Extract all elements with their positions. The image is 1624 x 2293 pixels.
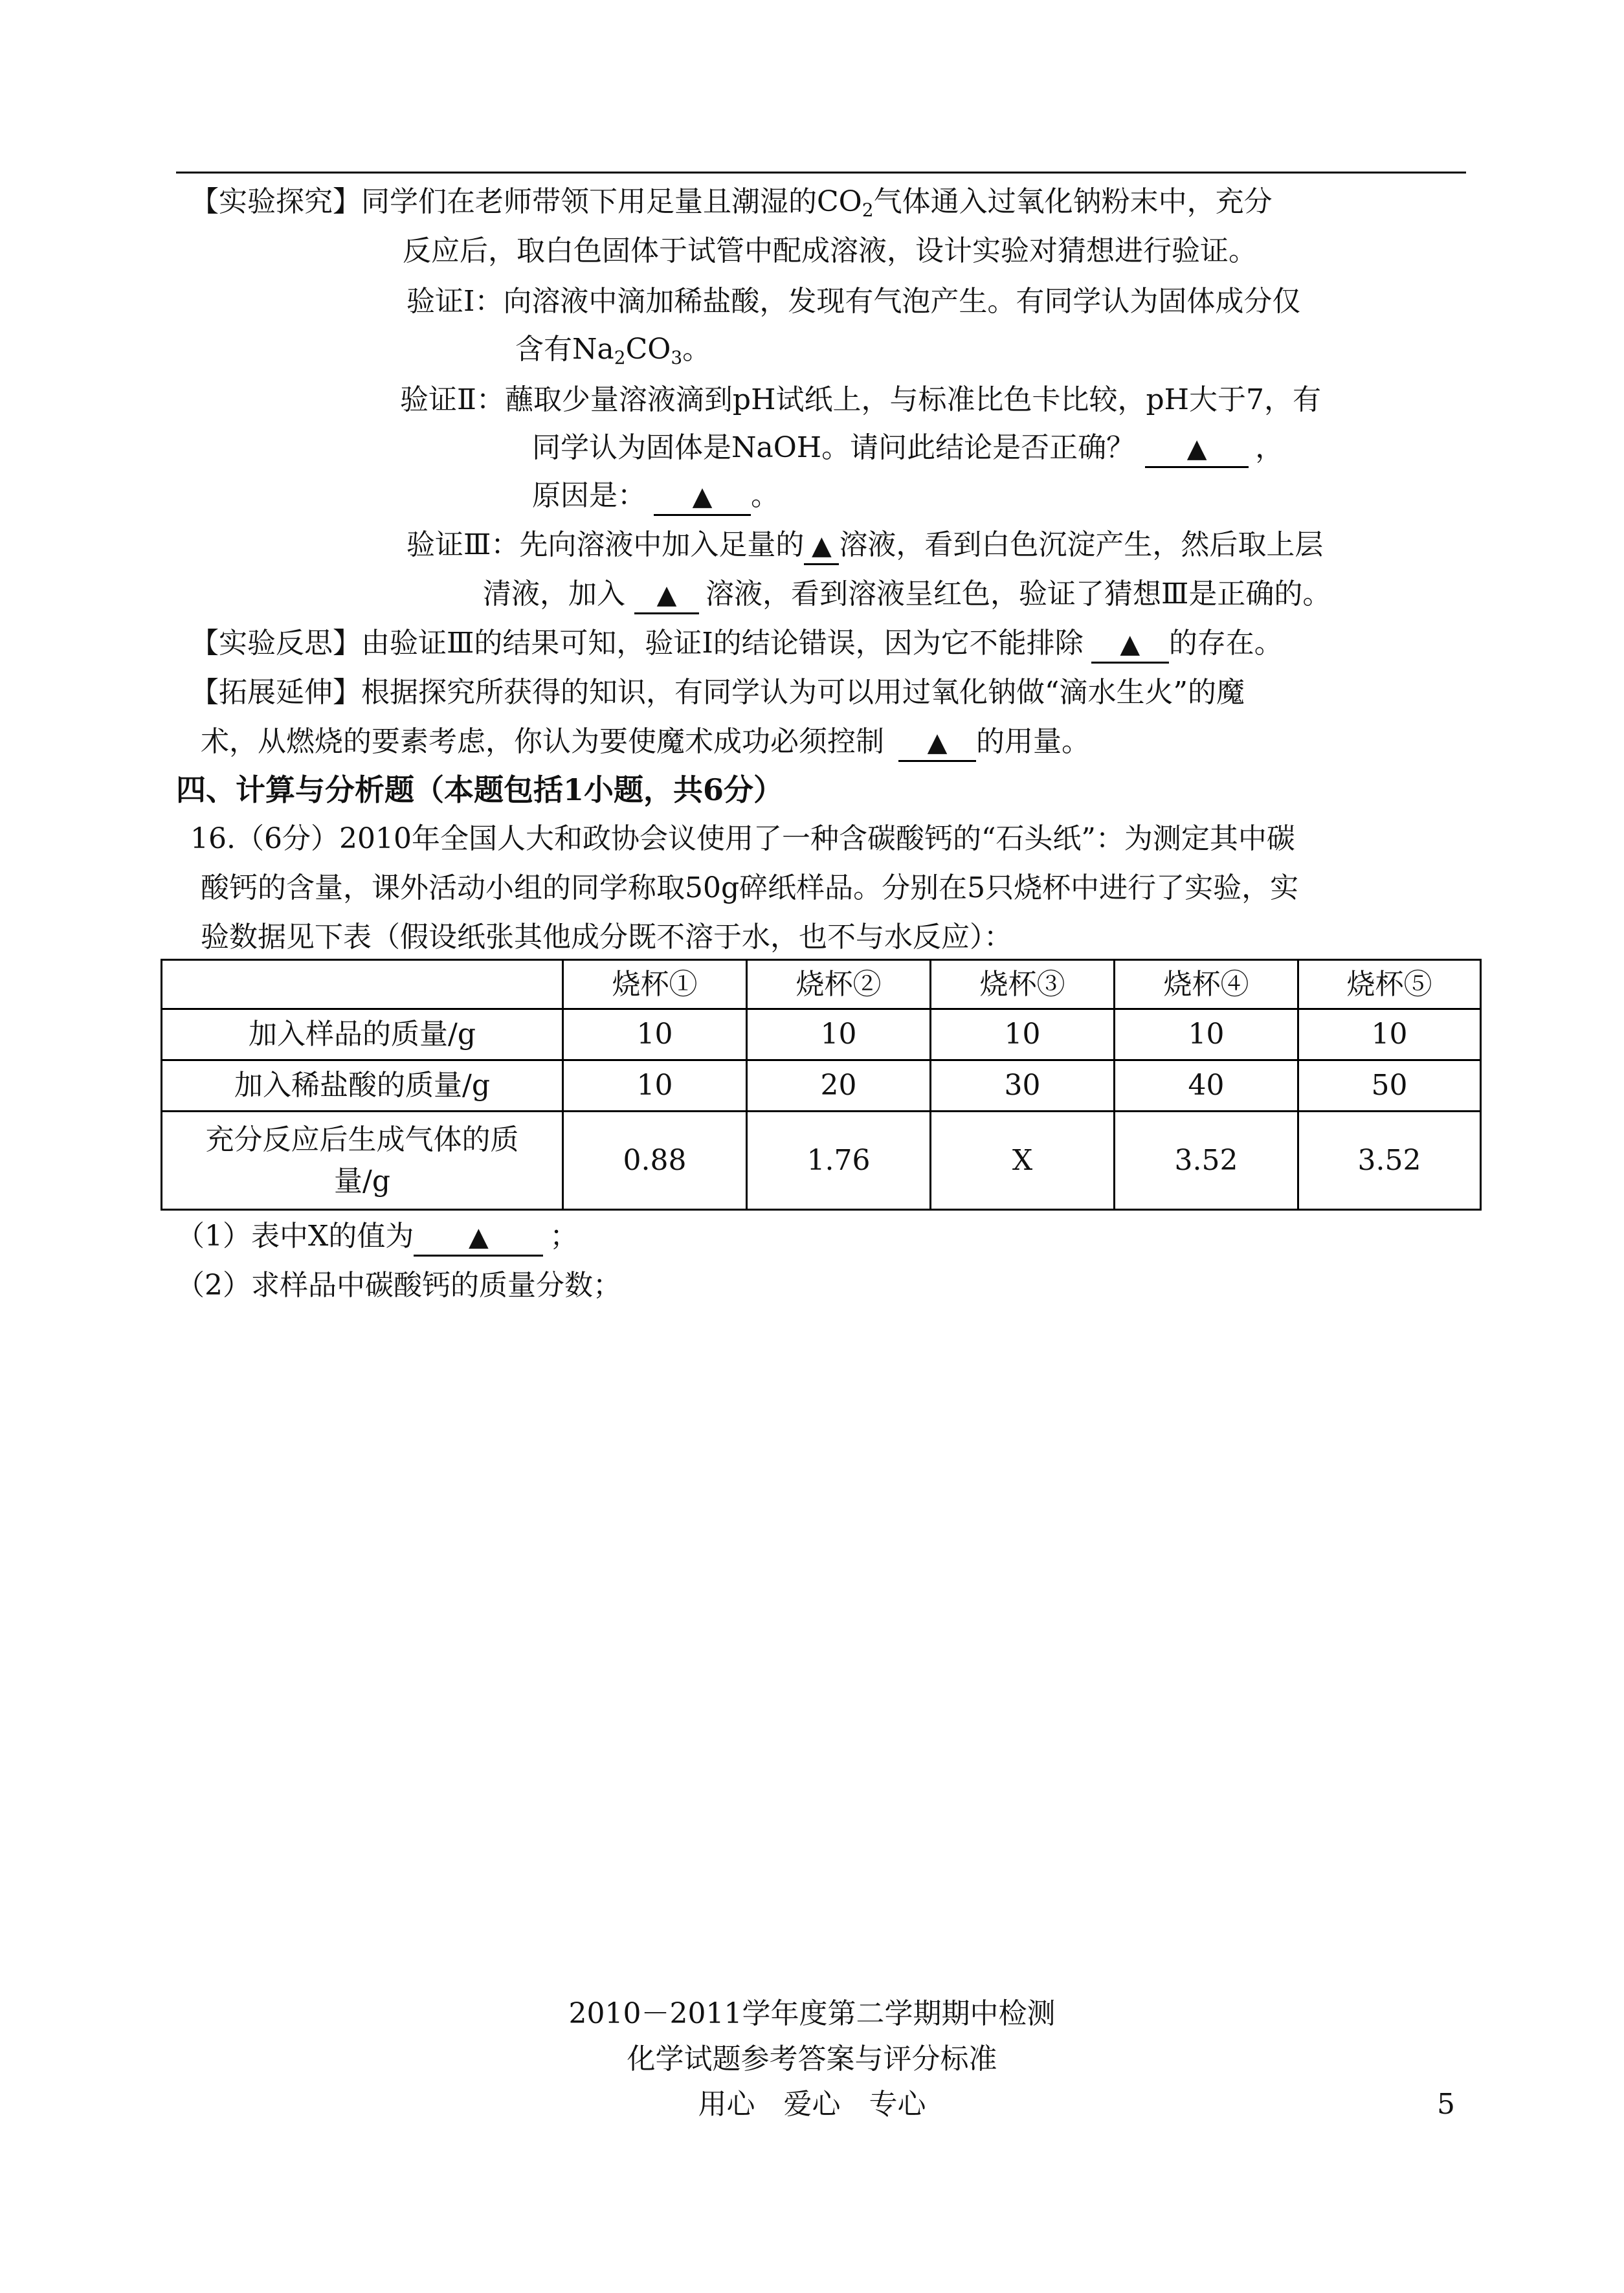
triangle-marker-icon: ▲: [812, 531, 832, 561]
reflection-tag: 【实验反思】: [190, 627, 361, 660]
triangle-marker-icon: ▲: [692, 482, 713, 511]
triangle-marker-icon: ▲: [1120, 629, 1140, 659]
verify-2-line-3: 原因是： ▲ 。: [532, 476, 779, 516]
sub-question-1: （1）表中X的值为 ▲ ；: [176, 1217, 578, 1257]
verify-2-line-1: 验证Ⅱ：蘸取少量溶液滴到pH试纸上，与标准比色卡比较，pH大于7，有: [400, 383, 1321, 416]
table-header-cell: 烧杯①: [563, 960, 747, 1009]
answer-blank[interactable]: [414, 1219, 543, 1257]
extension-tag: 【拓展延伸】: [190, 676, 361, 709]
table-cell: 30: [931, 1060, 1115, 1112]
table-cell: 3.52: [1115, 1112, 1298, 1210]
answer-blank[interactable]: [804, 528, 839, 565]
table-header-cell: 烧杯②: [747, 960, 931, 1009]
verify-3-line-2: 清液，加入 ▲ 溶液，看到溶液呈红色，验证了猜想Ⅲ是正确的。: [483, 575, 1331, 614]
triangle-marker-icon: ▲: [468, 1222, 489, 1252]
extension-line-2: 术，从燃烧的要素考虑，你认为要使魔术成功必须控制 ▲ 的用量。: [201, 722, 1090, 762]
table-cell: 3.52: [1298, 1112, 1481, 1210]
table-cell: 40: [1115, 1060, 1298, 1112]
footer-exam-title: 2010－2011学年度第二学期期中检测: [568, 1997, 1056, 2030]
table-cell: 0.88: [563, 1112, 747, 1210]
answer-blank[interactable]: [898, 724, 976, 762]
header-rule: [176, 172, 1466, 173]
row-label: 充分反应后生成气体的质 量/g: [162, 1112, 563, 1210]
table-cell: 20: [747, 1060, 931, 1112]
question-16-line-3: 验数据见下表（假设纸张其他成分既不溶于水，也不与水反应）：: [201, 921, 1012, 954]
triangle-marker-icon: ▲: [927, 728, 948, 757]
answer-blank[interactable]: [634, 577, 699, 614]
row-label: 加入稀盐酸的质量/g: [162, 1060, 563, 1112]
section-heading: 四、计算与分析题（本题包括1小题，共6分）: [176, 772, 784, 807]
table-row: [162, 1060, 1481, 1112]
table-cell: 1.76: [747, 1112, 931, 1210]
extension-line-1: 【拓展延伸】根据探究所获得的知识，有同学认为可以用过氧化钠做“滴水生火”的魔: [190, 676, 1245, 709]
verify-1-line-2: 含有$Na_2CO_3$。: [515, 333, 711, 368]
table-cell: 10: [931, 1009, 1115, 1060]
row-label: 加入样品的质量/g: [162, 1009, 563, 1060]
answer-blank[interactable]: [1091, 626, 1169, 664]
table-row: [162, 1009, 1481, 1060]
triangle-marker-icon: ▲: [1186, 434, 1207, 464]
inquiry-tag: 【实验探究】: [190, 185, 361, 218]
reflection-line: 【实验反思】由验证Ⅲ的结果可知，验证Ⅰ的结论错误，因为它不能排除 ▲ 的存在。: [190, 624, 1283, 664]
footer-motto: 用心 爱心 专心: [698, 2088, 926, 2121]
answer-blank[interactable]: [654, 478, 751, 516]
inquiry-line-1: 【实验探究】同学们在老师带领下用足量且潮湿的$CO_2$气体通入过氧化钠粉末中，充分: [190, 185, 1273, 221]
table-header-row: [162, 960, 1481, 1009]
verify-2-line-2: 同学认为固体是NaOH。请问此结论是否正确？ ▲ ，: [532, 429, 1284, 468]
table-header-cell: [162, 960, 563, 1009]
verify-3-line-1: 验证Ⅲ：先向溶液中加入足量的 ▲ 溶液，看到白色沉淀产生，然后取上层: [406, 526, 1323, 565]
question-16-line-2: 酸钙的含量，课外活动小组的同学称取50g碎纸样品。分别在5只烧杯中进行了实验，实: [201, 871, 1299, 904]
table-header-cell: 烧杯⑤: [1298, 960, 1481, 1009]
triangle-marker-icon: ▲: [656, 580, 677, 610]
table-cell: 10: [563, 1009, 747, 1060]
table-header-cell: 烧杯④: [1115, 960, 1298, 1009]
table-cell: X: [931, 1112, 1115, 1210]
footer-subtitle: 化学试题参考答案与评分标准: [627, 2042, 997, 2075]
verify-1-line-1: 验证Ⅰ：向溶液中滴加稀盐酸，发现有气泡产生。有同学认为固体成分仅: [406, 285, 1301, 318]
table-cell: 50: [1298, 1060, 1481, 1112]
table-cell: 10: [1298, 1009, 1481, 1060]
question-16-line-1: 16.（6分）2010年全国人大和政协会议使用了一种含碳酸钙的“石头纸”：为测定其中碳: [190, 822, 1295, 855]
page-number: 5: [1437, 2088, 1455, 2121]
table-cell: 10: [747, 1009, 931, 1060]
sub-question-2: （2）求样品中碳酸钙的质量分数；: [176, 1269, 621, 1302]
table-row: [162, 1112, 1481, 1210]
table-cell: 10: [563, 1060, 747, 1112]
answer-blank[interactable]: [1145, 431, 1249, 468]
table-header-cell: 烧杯③: [931, 960, 1115, 1009]
inquiry-line-2: 反应后，取白色固体于试管中配成溶液，设计实验对猜想进行验证。: [403, 234, 1257, 267]
table-cell: 10: [1115, 1009, 1298, 1060]
data-table: [161, 959, 1482, 1211]
